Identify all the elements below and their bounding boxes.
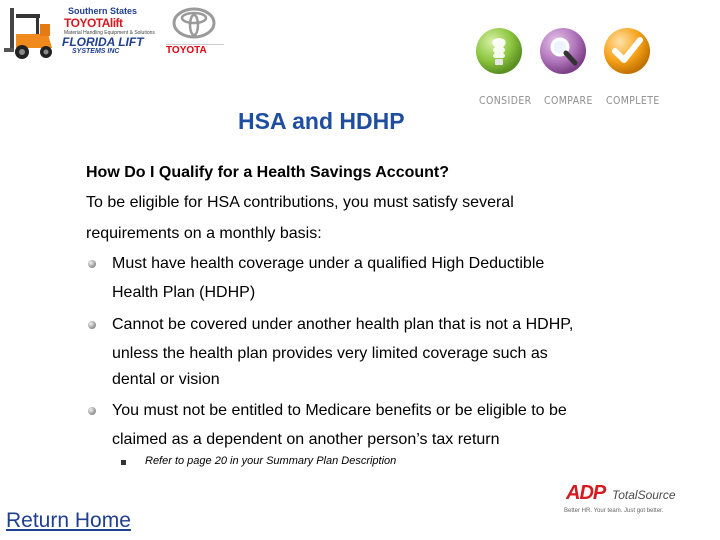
- intro-line-2: requirements on a monthly basis:: [86, 225, 322, 242]
- adp-product-name: TotalSource: [612, 488, 676, 502]
- slide-title: HSA and HDHP: [238, 108, 405, 134]
- magnifier-icon: [538, 26, 588, 76]
- forklift-icon: [2, 4, 60, 62]
- dealer-line-4: FLORIDA LIFT: [62, 35, 144, 49]
- intro-line-1: To be eligible for HSA contributions, you must satisfy several: [86, 194, 514, 211]
- bullet-1-line-1: Must have health coverage under a qualified High Deductible: [112, 255, 545, 272]
- bullet-3-line-1: You must not be entitled to Medicare benefits or be eligible to be: [112, 402, 567, 419]
- dealer-line-2: TOYOTAlift: [64, 16, 123, 30]
- consider-label: CONSIDER: [479, 94, 532, 107]
- adp-totalsource-logo: [562, 478, 692, 520]
- checkmark-icon: [602, 26, 652, 76]
- bullet-1-line-2: Health Plan (HDHP): [112, 284, 256, 301]
- return-home-link[interactable]: Return Home: [6, 509, 131, 532]
- bullet-icon: [88, 407, 96, 415]
- toyota-wordmark: TOYOTA: [166, 45, 207, 56]
- lightbulb-icon: [474, 26, 524, 76]
- bullet-2-line-3: dental or vision: [112, 371, 220, 388]
- sub-bullet-text: Refer to page 20 in your Summary Plan Description: [145, 455, 397, 467]
- adp-wordmark: ADP: [566, 482, 606, 504]
- dealer-logo: [62, 4, 158, 60]
- company-logos: [0, 0, 230, 66]
- dealer-line-5: SYSTEMS INC: [72, 48, 120, 55]
- question-heading: How Do I Qualify for a Health Savings Account?: [86, 164, 450, 181]
- dealer-line-3: Material Handling Equipment & Solutions: [64, 30, 155, 36]
- dealer-line-1: Southern States: [68, 6, 138, 16]
- bullet-2-line-2: unless the health plan provides very limited coverage such as: [112, 345, 548, 362]
- bullet-3-line-2: claimed as a dependent on another person’s tax return: [112, 431, 500, 448]
- compare-label: COMPARE: [544, 94, 593, 107]
- bullet-icon: [88, 321, 96, 329]
- bullet-icon: [88, 260, 96, 268]
- sub-bullet-icon: [121, 460, 126, 465]
- toyota-emblem-icon: [172, 6, 216, 40]
- bullet-2-line-1: Cannot be covered under another health plan that is not a HDHP,: [112, 316, 574, 333]
- complete-label: COMPLETE: [606, 94, 660, 107]
- toyota-logo: [164, 4, 226, 60]
- adp-tagline: Better HR. Your team. Just got better.: [564, 508, 664, 514]
